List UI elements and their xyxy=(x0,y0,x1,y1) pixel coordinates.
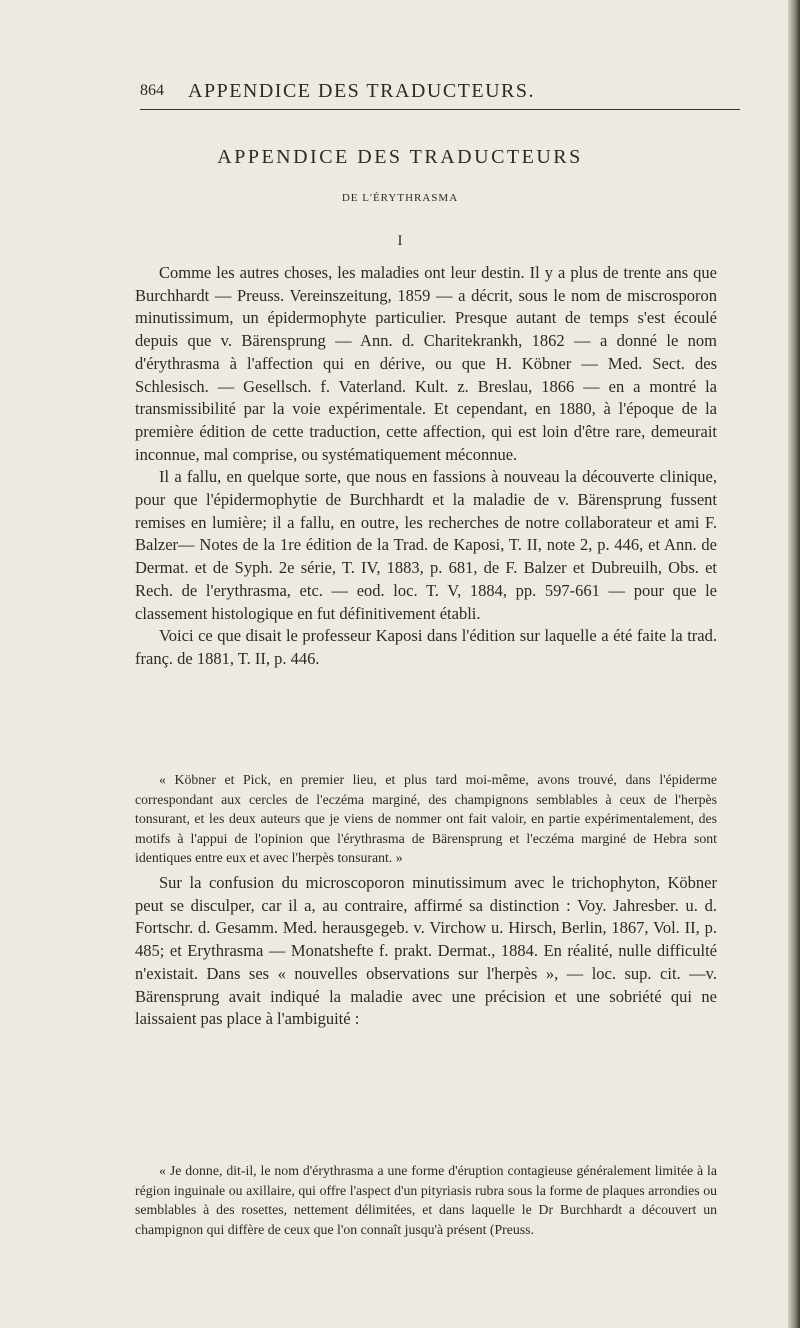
quotation-2 xyxy=(135,1161,717,1239)
paragraph-3: Voici ce que disait le professeur Kaposi dans l'édition sur laquelle a été faite la trad. franç. de 1881, T. II, p. 446. xyxy=(135,626,717,668)
running-title: APPENDICE DES TRADUCTEURS. xyxy=(188,80,535,102)
header-rule xyxy=(140,109,740,110)
paragraph-2: Il a fallu, en quelque sorte, que nous en fassions à nouveau la découverte clinique, pour que l'épidermophytie de Burchhardt et la maladie de v. Bärensprung fussent remises en lumière; il a fallu, en outre, les recherches de notre collaborateur et ami F. Balzer— Notes de la 1re édition de la Trad. de Kaposi, T. II, note 2, p. 446, et Ann. de Dermat. et de Syph. 2e série, T. IV, 1883, p. 681, de F. Balzer et Dubreuilh, Obs. et Rech. de l'erythrasma, etc. — eod. loc. T. V, 1884, pp. 597-661 — pour que le classement histologique en fut définitivement établi. xyxy=(135,467,717,623)
page-number: 864 xyxy=(140,82,164,99)
section-number: I xyxy=(397,233,403,249)
running-header xyxy=(140,80,535,103)
chapter-subtitle: DE L'ÉRYTHRASMA xyxy=(341,192,459,204)
quotation-2-text: « Je donne, dit-il, le nom d'érythrasma a une forme d'éruption contagieuse généralement limitée à la région inguinale ou axillaire, qui offre l'aspect d'un pityriasis rubra sous la forme de plaques arrondies ou semblables à des rosettes, nettement délimitées, et dans laquelle le Dr Burchhardt a découvert un champignon qui diffère de ceux que l'on connaît jusqu'à présent (Preuss. xyxy=(135,1163,717,1237)
quotation-1 xyxy=(135,770,717,868)
paragraph-1: Comme les autres choses, les maladies ont leur destin. Il y a plus de trente ans que Burchhardt — Preuss. Vereinszeitung, 1859 — a décrit, sous le nom de miscrosporon minutissimum, un épidermophyte particulier. Presque autant de temps s'est écoulé depuis que v. Bärensprung — Ann. d. Charitekrankh, 1862 — a donné le nom d'érythrasma à l'affection qui en dérive, ou que H. Köbner — Med. Sect. des Schlesisch. — Gesellsch. f. Vaterland. Kult. z. Breslau, 1866 — en a montré la transmissibilité par la voie expérimentale. Et cependant, en 1880, à l'époque de la première édition de cette traduction, cette affection, qui est loin d'être rare, demeurait inconnue, mal comprise, ou systématiquement méconnue. xyxy=(135,263,717,464)
paragraph-4: Sur la confusion du microscoporon minutissimum avec le trichophyton, Köbner peut se disculper, car il a, au contraire, affirmé sa distinction : Voy. Jahresber. u. d. Fortschr. d. Gesamm. Med. herausgegeb. v. Virchow u. Hirsch, Berlin, 1867, Vol. II, p. 485; et Erythrasma — Monatshefte f. prakt. Dermat., 1884. En réalité, nulle difficulté n'existait. Dans ses « nouvelles observations sur l'herpès », — loc. sup. cit. —v. Bärensprung avait indiqué la maladie avec une précision et une sobriété qui ne laissaient pas place à l'ambiguité : xyxy=(135,873,717,1029)
body-text-2 xyxy=(135,872,717,1031)
chapter-title: APPENDICE DES TRADUCTEURS xyxy=(217,146,583,168)
quotation-1-text: « Köbner et Pick, en premier lieu, et plus tard moi-même, avons trouvé, dans l'épiderme correspondant aux cercles de l'eczéma marginé, des champignons semblables à ceux de l'herpès tonsurant, et les deux auteurs que je viens de nommer ont fait valoir, en partie expérimentalement, des motifs à l'appui de l'opinion que l'érythrasma de Bärensprung et l'eczéma marginé de Hebra sont identiques entre eux et avec l'herpès tonsurant. » xyxy=(135,772,717,866)
body-text-1 xyxy=(135,262,717,671)
